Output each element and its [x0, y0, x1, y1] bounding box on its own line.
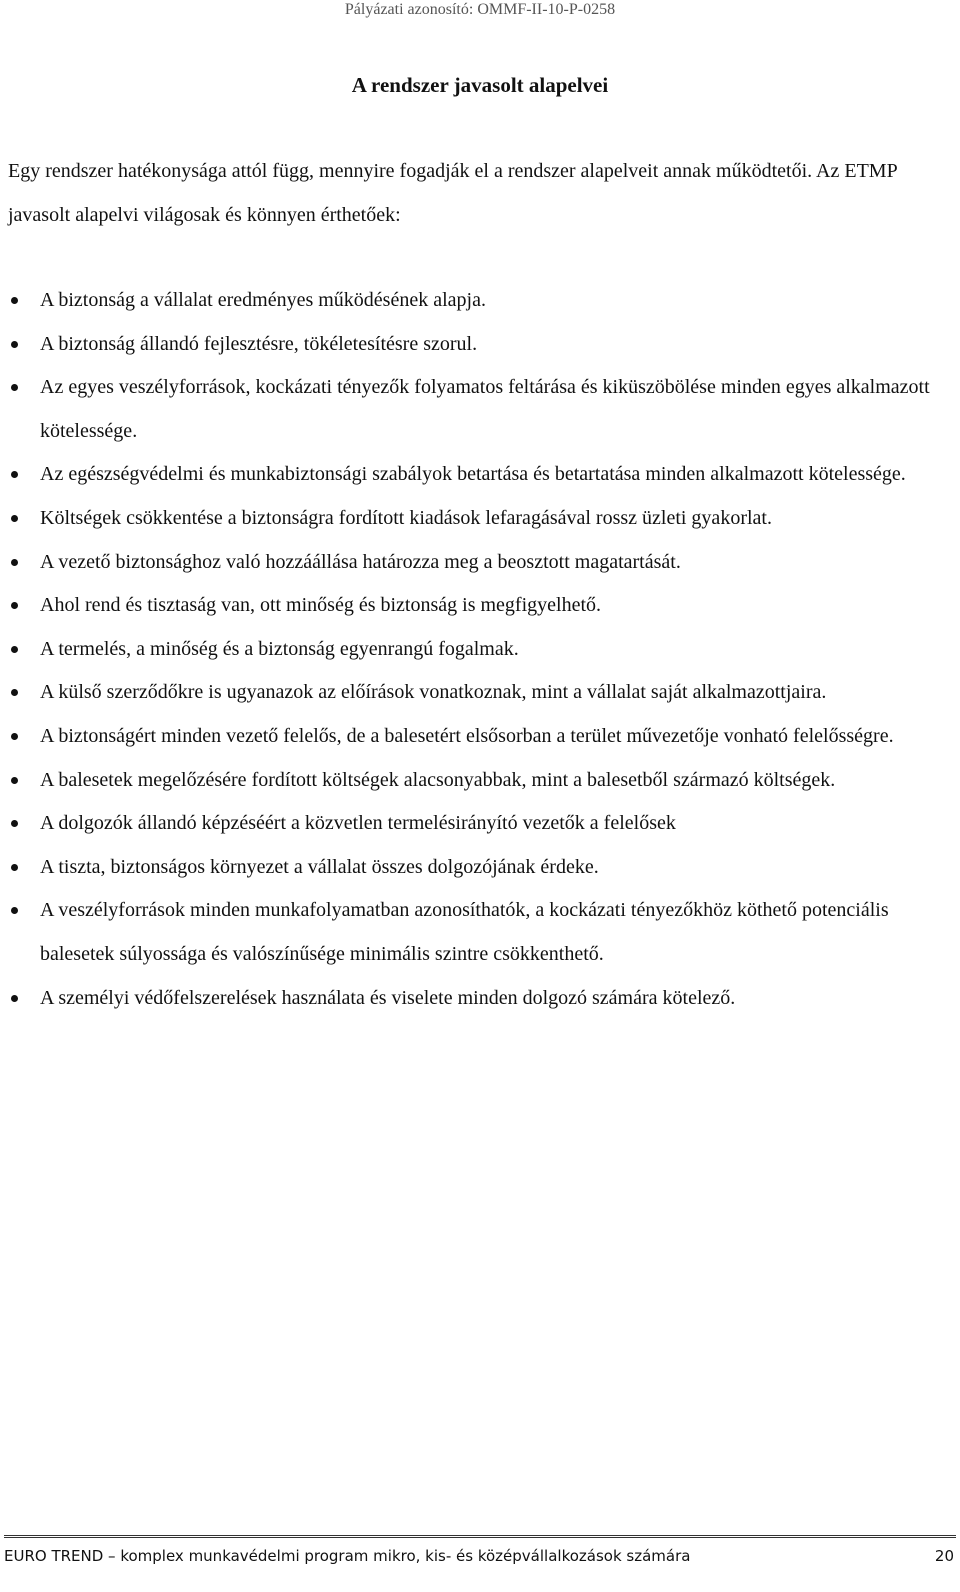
list-item-text: A biztonság a vállalat eredményes működésének alapja. — [40, 289, 486, 311]
bullet-icon — [11, 995, 18, 1002]
intro-paragraph: Egy rendszer hatékonysága attól függ, mennyire fogadják el a rendszer alapelveit annak működtetői. Az ETMP javasolt alapelvi világosak és könnyen érthetőek: — [8, 160, 897, 226]
list-item-text: Költségek csökkentése a biztonságra fordított kiadások lefaragásával rossz üzleti gyakorlat. — [40, 506, 772, 529]
list-item-text: A termelés, a minőség és a biztonság egyenrangú fogalmak. — [40, 637, 519, 660]
list-item-text: A biztonság állandó fejlesztésre, tökéletesítésre szorul. — [40, 332, 478, 355]
list-item — [0, 759, 955, 803]
footer-text: EURO TREND – komplex munkavédelmi program mikro, kis- és középvállalkozások számára — [4, 1547, 691, 1565]
bullet-icon — [11, 907, 18, 914]
bullet-icon — [11, 602, 18, 609]
list-item — [0, 541, 955, 585]
list-item — [0, 671, 955, 715]
list-item — [0, 715, 955, 759]
list-item — [0, 846, 955, 890]
bullet-icon — [11, 559, 18, 566]
list-item — [0, 889, 955, 976]
list-item-text: A külső szerződőkre is ugyanazok az előírások vonatkoznak, mint a vállalat saját alkalmazottjaira. — [40, 681, 827, 704]
list-item-text: A vezető biztonsághoz való hozzáállása határozza meg a beosztott magatartását. — [40, 550, 681, 573]
bullet-icon — [11, 864, 18, 871]
list-item — [0, 628, 955, 672]
list-item — [0, 279, 955, 323]
page-title: A rendszer javasolt alapelvei — [351, 73, 609, 97]
bullet-icon — [11, 820, 18, 827]
bullet-icon — [11, 689, 18, 696]
bullet-icon — [11, 733, 18, 740]
list-item — [0, 802, 955, 846]
list-item-text: A biztonságért minden vezető felelős, de a balesetért elsősorban a terület művezetője vonható felelősségre. — [40, 724, 894, 747]
list-item-text: Az egészségvédelmi és munkabiztonsági szabályok betartása és betartatása minden alkalmazott kötelessége. — [40, 463, 906, 486]
list-item-text: Az egyes veszélyforrások, kockázati tényezők folyamatos feltárása és kiküszöbölése minden egyes alkalmazott kötelessége. — [40, 376, 930, 442]
principles-list — [0, 279, 955, 1020]
list-item-text: A személyi védőfelszerelések használata és viselete minden dolgozó számára kötelező. — [40, 986, 736, 1009]
list-item — [0, 584, 955, 628]
list-item — [0, 977, 955, 1021]
bullet-icon — [11, 384, 18, 391]
bullet-icon — [11, 515, 18, 522]
page-number: 20 — [934, 1547, 954, 1565]
bullet-icon — [11, 777, 18, 784]
list-item-text: A veszélyforrások minden munkafolyamatban azonosíthatók, a kockázati tényezőkhöz köthető potenciális balesetek súlyossága és valószínűsége minimális szintre csökkenthető. — [40, 899, 889, 965]
bullet-icon — [11, 471, 18, 478]
list-item-text: A dolgozók állandó képzéséért a közvetlen termelésirányító vezetők a felelősek — [40, 812, 676, 835]
list-item-text: Ahol rend és tisztaság van, ott minőség és biztonság is megfigyelhető. — [40, 594, 601, 617]
bullet-icon — [11, 297, 18, 304]
list-item — [0, 497, 955, 541]
list-item — [0, 366, 955, 453]
list-item-text: A tiszta, biztonságos környezet a vállalat összes dolgozójának érdeke. — [40, 855, 599, 878]
list-item-text: A balesetek megelőzésére fordított költségek alacsonyabbak, mint a balesetből származó költségek. — [40, 768, 836, 791]
list-item — [0, 453, 955, 497]
bullet-icon — [11, 341, 18, 348]
list-item — [0, 323, 955, 367]
document-id-header: Pályázati azonosító: OMMF-II-10-P-0258 — [344, 1, 616, 18]
bullet-icon — [11, 646, 18, 653]
footer-divider — [4, 1535, 956, 1538]
